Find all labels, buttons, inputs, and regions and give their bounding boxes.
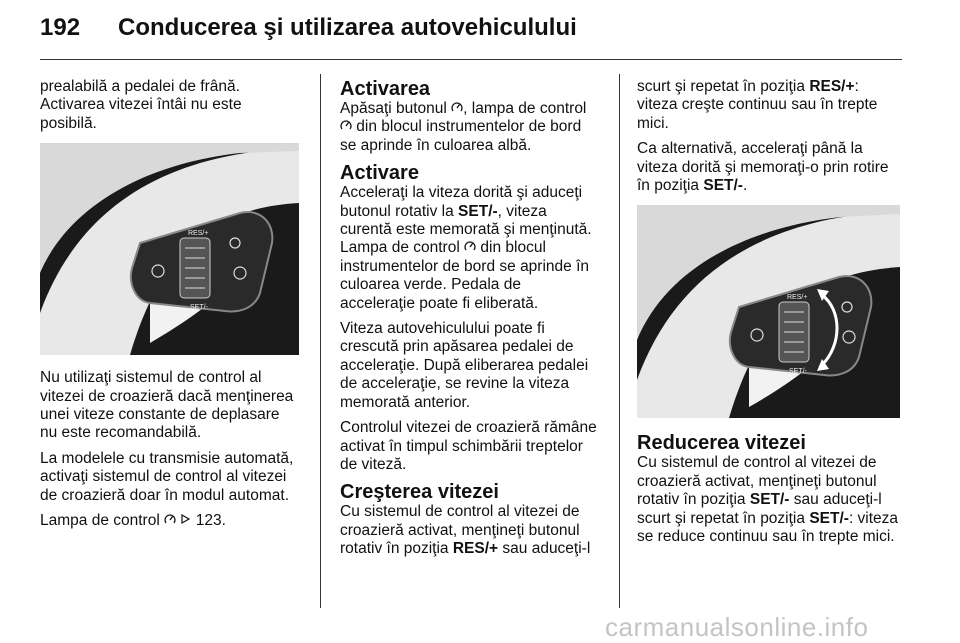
page-number: 192 bbox=[40, 14, 81, 41]
paragraph-gear-change: Controlul vitezei de croazieră rămâne activat în timpul schimbării treptelor de viteză. bbox=[340, 419, 597, 473]
cruise-control-icon bbox=[340, 118, 352, 136]
paragraph-cresterea: Cu sistemul de control al vitezei de croazieră activat, menţineţi butonul rotativ în poziţia RES/+ sau aduceţi-l bbox=[340, 503, 591, 558]
heading-activarea: Activarea bbox=[340, 78, 431, 100]
paragraph-warning: Nu utilizaţi sistemul de control al vitezei de croazieră dacă menţinerea unei viteze constante de deplasare nu este recomandabilă. bbox=[40, 369, 294, 442]
paragraph-control-lamp: Lampa de control 123. bbox=[40, 512, 226, 530]
column-3 bbox=[637, 78, 902, 553]
heading-cresterea: Creşterea vitezei bbox=[340, 481, 499, 504]
cruise-control-icon bbox=[164, 512, 176, 530]
paragraph-automatic: La modelele cu transmisie automată, activaţi sistemul de control al vitezei de croazieră doar în modul automat. bbox=[40, 449, 294, 504]
column-1 bbox=[40, 78, 310, 537]
svg-text:RES/+: RES/+ bbox=[787, 294, 808, 302]
paragraph-reducerea: Cu sistemul de control al vitezei de croazieră activat, menţineţi butonul rotativ în poziţia SET/- sau aduceţi-l scurt şi repetat în poziţia SET/-: viteza se reduce continuu sau în trepte mici. bbox=[637, 454, 899, 546]
steering-wheel-figure-2 bbox=[637, 205, 900, 418]
column-divider-1 bbox=[320, 74, 321, 608]
page-reference-icon bbox=[180, 512, 191, 530]
column-2 bbox=[340, 78, 605, 566]
cruise-control-icon bbox=[464, 239, 476, 257]
column-divider-2 bbox=[619, 74, 620, 608]
watermark: carmanualsonline.info bbox=[605, 612, 869, 642]
paragraph-activarea: Apăsaţi butonul , lampa de control din blocul instrumentelor de bord se aprinde în culoarea albă. bbox=[340, 100, 587, 154]
header-rule bbox=[40, 59, 902, 60]
cruise-control-icon bbox=[451, 100, 463, 118]
paragraph-activare: Acceleraţi la viteza dorită şi aduceţi butonul rotativ la SET/-, viteza curentă este memorată şi menţinută. Lampa de control din blocul instrumentelor de bord se aprinde în culoarea verde. Pedala de acceleraţie poate fi eliberată. bbox=[340, 184, 592, 312]
steering-wheel-figure-1 bbox=[40, 143, 299, 355]
svg-text:SET/-: SET/- bbox=[190, 304, 208, 312]
paragraph-intro: prealabilă a pedalei de frână. Activarea vitezei întâi nu este posibilă. bbox=[40, 78, 242, 132]
heading-reducerea: Reducerea vitezei bbox=[637, 432, 806, 455]
paragraph-speed-increase: Viteza autovehiculului poate fi crescută prin apăsarea pedalei de acceleraţie. După eliberarea pedalei de acceleraţie, se revine la viteza memorată anterior. bbox=[340, 320, 589, 411]
paragraph-alternative: Ca alternativă, acceleraţi până la viteza dorită şi memoraţi-o prin rotire în poziţia SET/-. bbox=[637, 140, 889, 195]
page-title: Conducerea şi utilizarea autovehiculului bbox=[118, 14, 577, 41]
paragraph-continue: scurt şi repetat în poziţia RES/+: viteza creşte continuu sau în trepte mici. bbox=[637, 78, 878, 132]
svg-text:SET/-: SET/- bbox=[789, 368, 807, 376]
page-header bbox=[0, 0, 960, 60]
svg-text:RES/+: RES/+ bbox=[188, 230, 209, 238]
heading-activare: Activare bbox=[340, 162, 419, 185]
